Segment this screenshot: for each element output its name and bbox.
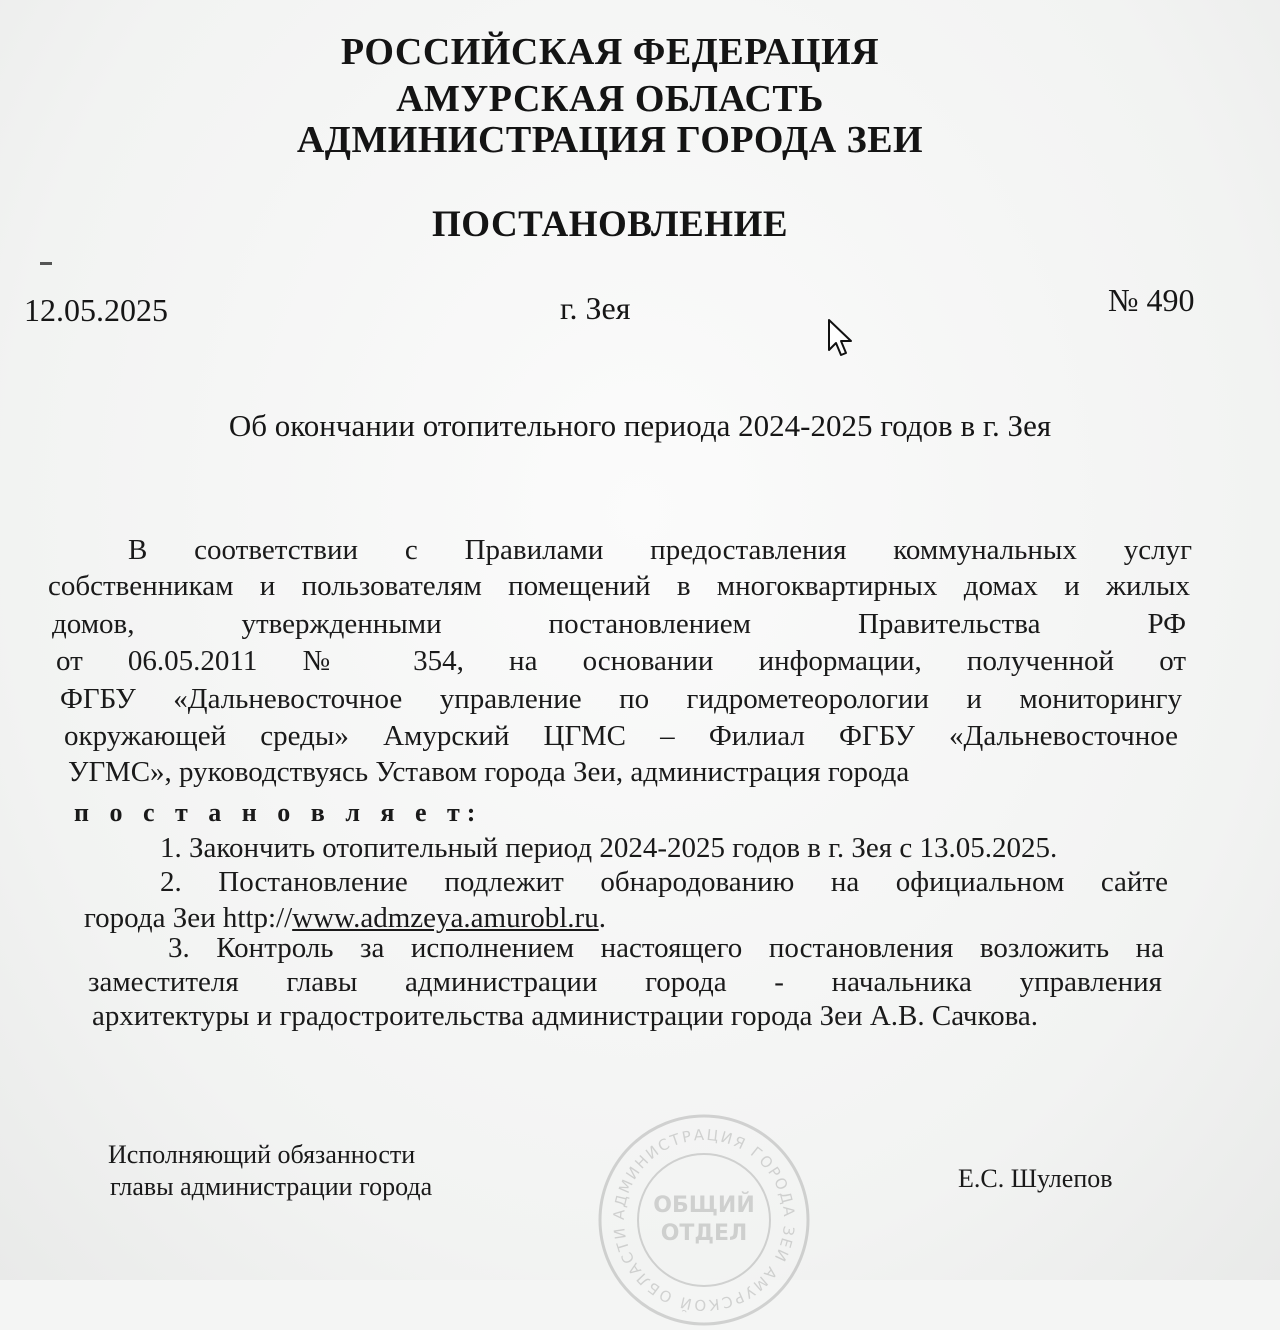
signatory-name: Е.С. Шулепов	[958, 1164, 1113, 1193]
item-1: 1. Закончить отопительный период 2024-2025 годов в г. Зея с 13.05.2025.	[160, 832, 1058, 864]
item-3-line-3: архитектуры и градостроительства администрации города Зеи А.В. Сачкова.	[92, 1000, 1039, 1032]
document-date: 12.05.2025	[24, 292, 168, 328]
body-line-3: домов, утвержденными постановлением Правительства РФ	[52, 608, 1186, 640]
item-2-line-1: 2. Постановление подлежит обнародованию на официальном сайте	[160, 866, 1168, 898]
stamp-center-line-2: ОТДЕЛ	[660, 1221, 748, 1246]
resolves-word: п о с т а н о в л я е т:	[74, 798, 483, 827]
signatory-position-line-2: главы администрации города	[110, 1172, 433, 1201]
body-line-4: от 06.05.2011 № 354, на основании информации, полученной от	[56, 645, 1186, 677]
header-country: РОССИЙСКАЯ ФЕДЕРАЦИЯ	[340, 31, 880, 73]
body-line-6: окружающей среды» Амурский ЦГМС – Филиал ФГБУ «Дальневосточное	[64, 720, 1178, 752]
body-line-1: В соответствии с Правилами предоставления коммунальных услуг	[128, 534, 1192, 566]
signatory-position-line-1: Исполняющий обязанности	[108, 1140, 416, 1169]
document-type-title: ПОСТАНОВЛЕНИЕ	[431, 204, 789, 245]
item-2-suffix: .	[598, 902, 606, 934]
scan-smudge	[40, 262, 52, 265]
item-3-line-1: 3. Контроль за исполнением настоящего постановления возложить на	[168, 932, 1164, 964]
official-stamp	[594, 1110, 814, 1330]
stamp-center-line-1: ОБЩИЙ	[653, 1193, 755, 1218]
item-3-line-2: заместителя главы администрации города - начальника управления	[88, 966, 1162, 998]
item-2-line-2	[84, 904, 606, 933]
header-region: АМУРСКАЯ ОБЛАСТЬ	[396, 78, 824, 120]
body-line-5: ФГБУ «Дальневосточное управление по гидрометеорологии и мониторингу	[60, 683, 1182, 715]
mouse-cursor-icon	[826, 318, 856, 362]
body-line-2: собственникам и пользователям помещений в многоквартирных домах и жилых	[48, 570, 1190, 602]
body-line-7: УГМС», руководствуясь Уставом города Зеи, администрация города	[68, 756, 910, 788]
item-2-prefix: города Зеи http://	[84, 902, 293, 934]
header-administration: АДМИНИСТРАЦИЯ ГОРОДА ЗЕИ	[296, 119, 924, 161]
document-number: № 490	[1108, 282, 1195, 318]
document-city: г. Зея	[560, 290, 631, 326]
website-link[interactable]: www.admzeya.amurobl.ru	[292, 902, 599, 934]
stamp-ring-text: АДМИНИСТРАЦИЯ ГОРОДА ЗЕИ АМУРСКОЙ ОБЛАСТИ	[609, 1125, 799, 1315]
document-subject: Об окончании отопительного периода 2024-2025 годов в г. Зея	[228, 408, 1052, 443]
